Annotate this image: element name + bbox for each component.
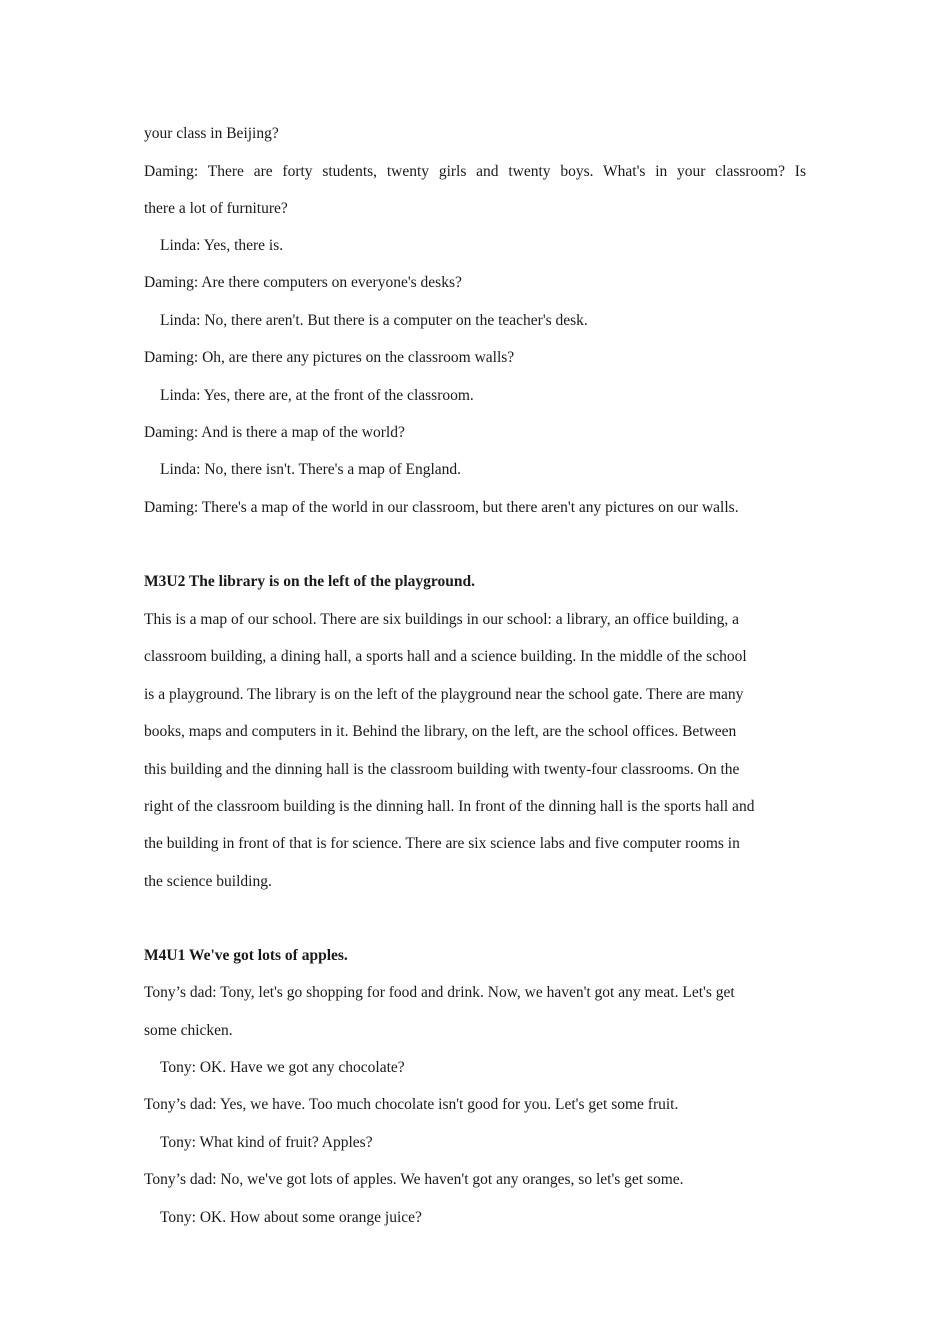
dialogue-line-daming: Daming: Are there computers on everyone's desks? (144, 274, 462, 291)
dialogue-line-tony: Tony: OK. How about some orange juice? (160, 1209, 422, 1226)
paragraph-line: right of the classroom building is the dinning hall. In front of the dinning hall is the sports hall and (144, 798, 755, 815)
text-line: some chicken. (144, 1022, 233, 1039)
dialogue-line-tonys-dad: Tony’s dad: Yes, we have. Too much chocolate isn't good for you. Let's get some fruit. (144, 1096, 679, 1113)
dialogue-line-linda: Linda: No, there aren't. But there is a computer on the teacher's desk. (160, 312, 588, 329)
section-heading-m3u2: M3U2 The library is on the left of the playground. (144, 573, 475, 590)
paragraph-line: the science building. (144, 873, 272, 890)
dialogue-line-daming: Daming: And is there a map of the world? (144, 424, 405, 441)
dialogue-line-daming: Daming: There's a map of the world in our classroom, but there aren't any pictures on our walls. (144, 499, 739, 516)
paragraph-line: is a playground. The library is on the left of the playground near the school gate. There are many (144, 686, 744, 703)
paragraph-line: This is a map of our school. There are six buildings in our school: a library, an office building, a (144, 611, 740, 628)
dialogue-line-tonys-dad: Tony’s dad: Tony, let's go shopping for food and drink. Now, we haven't got any meat. Let's get (144, 984, 735, 1001)
dialogue-line-tonys-dad: Tony’s dad: No, we've got lots of apples. We haven't got any oranges, so let's get some. (144, 1171, 684, 1188)
dialogue-line-linda: Linda: Yes, there are, at the front of the classroom. (160, 387, 474, 404)
section-heading-m4u1: M4U1 We've got lots of apples. (144, 947, 348, 964)
text-line: your class in Beijing? (144, 125, 279, 142)
dialogue-line-linda: Linda: No, there isn't. There's a map of England. (160, 461, 462, 478)
dialogue-line-daming: Daming: Oh, are there any pictures on the classroom walls? (144, 349, 515, 366)
dialogue-line-linda: Linda: Yes, there is. (160, 237, 284, 254)
dialogue-line-tony: Tony: OK. Have we got any chocolate? (160, 1059, 405, 1076)
dialogue-line-tony: Tony: What kind of fruit? Apples? (160, 1134, 373, 1151)
paragraph-line: books, maps and computers in it. Behind the library, on the left, are the school offices. Between (144, 723, 737, 740)
paragraph-line: the building in front of that is for science. There are six science labs and five computer rooms in (144, 835, 740, 852)
paragraph-line: classroom building, a dining hall, a sports hall and a science building. In the middle of the school (144, 648, 747, 665)
dialogue-line-daming: Daming: There are forty students, twenty girls and twenty boys. What's in your classroom? Is (144, 163, 806, 180)
paragraph-line: this building and the dinning hall is the classroom building with twenty-four classrooms. On the (144, 761, 740, 778)
text-line: there a lot of furniture? (144, 200, 288, 217)
